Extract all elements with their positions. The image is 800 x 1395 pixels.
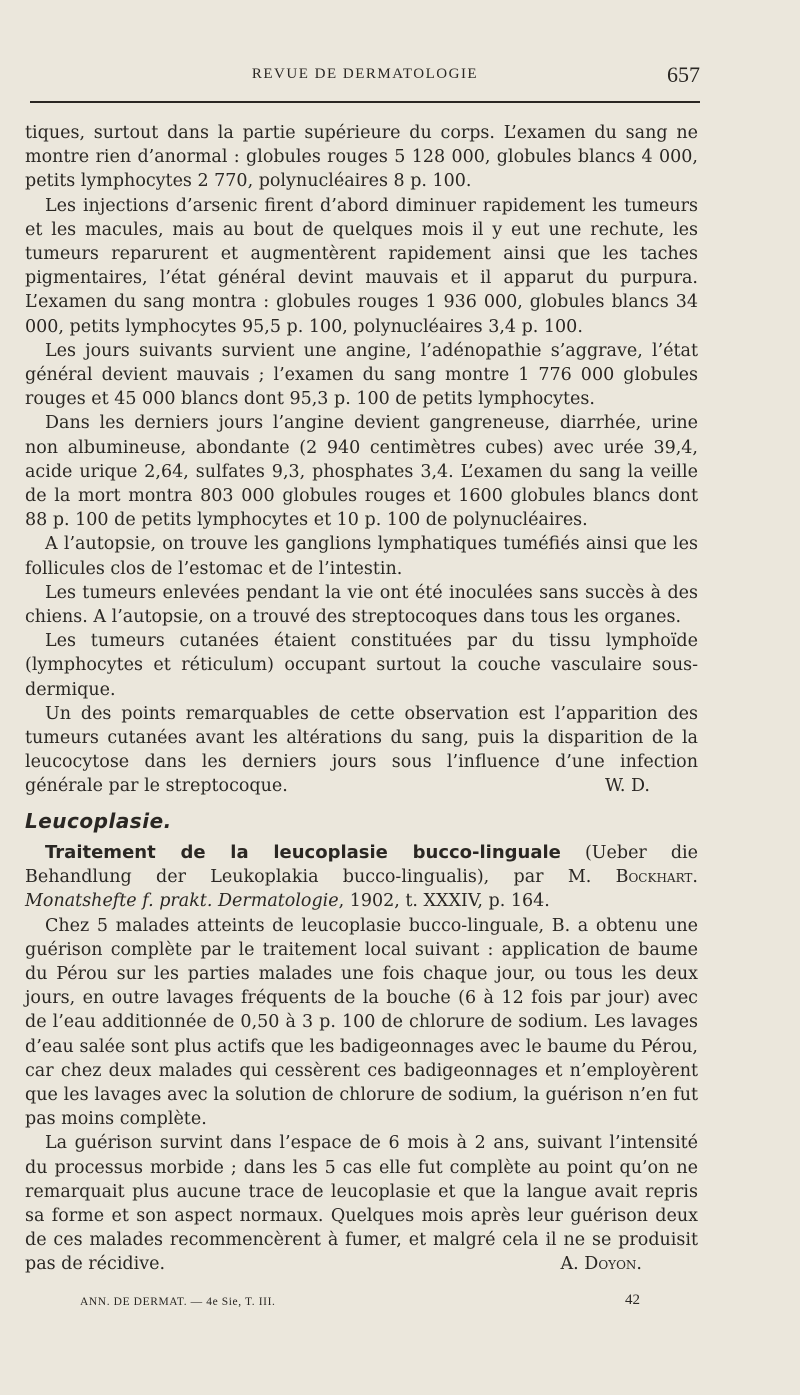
footer-sheet-number: 42 (625, 1292, 640, 1308)
running-title: REVUE DE DERMATOLOGIE (251, 66, 479, 82)
paragraph-with-signature (25, 702, 698, 799)
paragraph: Un des points remarquables de cette observation est l’apparition des tumeurs cutanées avant les altérations du sang, puis la disparition de la leucocytose dans les derniers jours sous l’influence d’une infection générale par le streptocoque. (25, 703, 698, 797)
citation-german: (Ueber die Behandlung der Leukoplakia bucco-lingualis), par M. (25, 842, 698, 888)
article-title: Traitement de la leucoplasie bucco-linguale (45, 841, 561, 863)
signature: A. Doyon. (560, 1254, 642, 1275)
paragraph: A l’autopsie, on trouve les ganglions lymphatiques tuméfiés ainsi que les follicules clos de l’estomac et de l’intestin. (25, 534, 698, 579)
paragraph: Chez 5 malades atteints de leucoplasie bucco-linguale, B. a obtenu une guérison complète par le traitement local suivant : application de baume du Pérou sur les parties malades une fois chaque jour, ou tous les deux jours, en outre lavages fréquents de la bouche (6 à 12 fois par jour) avec de l’eau additionnée de 0,50 à 3 p. 100 de chlorure de sodium. Les lavages d’eau salée sont plus actifs que les badigeonnages avec le baume du Pérou, car chez deux malades qui cessèrent ces badigeonnages et n’employèrent que les lavages avec la solution de chlorure de sodium, la guérison n’en fut pas moins complète. (25, 915, 698, 1130)
article-body (25, 121, 698, 1277)
paragraph: Dans les derniers jours l’angine devient gangreneuse, diarrhée, urine non albumineuse, abondante (2 940 centimètres cubes) avec urée 39,4, acide urique 2,64, sulfates 9,3, phosphates 3,4. L’examen du sang la veille de la mort montra 803 000 globules rouges et 1600 globules blancs dont 88 p. 100 de petits lymphocytes et 10 p. 100 de polynucléaires. (25, 413, 698, 531)
paragraph: Les jours suivants survient une angine, l’adénopathie s’aggrave, l’état général devient mauvais ; l’examen du sang montre 1 776 000 globules rouges et 45 000 blancs dont 95,3 p. 100 de petits lymphocytes. (25, 340, 698, 410)
paragraph: Les tumeurs cutanées étaient constituées par du tissu lymphoïde (lymphocytes et réticulum) occupant surtout la couche vasculaire sous-dermique. (25, 631, 698, 700)
citation-author: Bockhart (615, 867, 693, 888)
signature: W. D. (604, 776, 650, 797)
paragraph: La guérison survint dans l’espace de 6 mois à 2 ans, suivant l’intensité du processus morbide ; dans les 5 cas elle fut complète au point qu’on ne remarquait plus aucune trace de leucoplasie et que la langue avait repris sa forme et son aspect normaux. Quelques mois après leur guérison deux de ces malades recommencèrent à fumer, et malgré cela il ne se produisit pas de récidive. (25, 1133, 698, 1275)
header-rule (30, 101, 700, 103)
paragraph: Les injections d’arsenic firent d’abord diminuer rapidement les tumeurs et les macules, mais au bout de quelques mois il y eut une rechute, les tumeurs reparurent et augmentèrent rapidement ainsi que les taches pigmentaires, l’état général devint mauvais et il apparut du purpura. L’examen du sang montra : globules rouges 1 936 000, globules blancs 34 000, petits lymphocytes 95,5 p. 100, polynucléaires 3,4 p. 100. (25, 195, 698, 337)
page-number: 657 (667, 62, 700, 87)
citation-sep: . (692, 867, 698, 888)
paragraph: tiques, surtout dans la partie supérieure du corps. L’examen du sang ne montre rien d’anormal : globules rouges 5 128 000, globules blancs 4 000, petits lymphocytes 2 770, polynucléaires 8 p. 100. (25, 123, 698, 192)
citation-journal: Monatshefte f. prakt. Dermatologie (25, 891, 339, 912)
paragraph: Les tumeurs enlevées pendant la vie ont été inoculées sans succès à des chiens. A l’autopsie, on a trouvé des streptocoques dans tous les organes. (25, 582, 698, 628)
paragraph-with-signature (25, 1131, 698, 1276)
section-heading: Leucoplasie. (25, 808, 172, 833)
citation-tail: , 1902, t. XXXIV, p. 164. (338, 891, 550, 912)
running-head (30, 62, 700, 90)
footer-signature-mark: ANN. DE DERMAT. — 4e Sie, T. III. (80, 1296, 276, 1308)
page-footer (80, 1292, 640, 1312)
article-citation (25, 841, 698, 914)
